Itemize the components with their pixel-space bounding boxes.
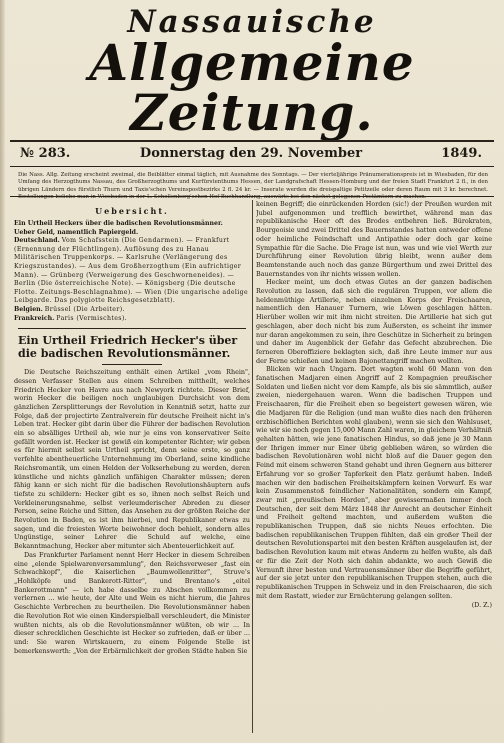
masthead-rule-top xyxy=(10,140,494,142)
article-body-right xyxy=(256,200,492,600)
title-rule xyxy=(102,364,162,365)
table-of-contents xyxy=(14,220,250,323)
toc-item: Ein Urtheil Heckers über die badischen Revolutionsmänner. xyxy=(14,220,223,227)
toc-item: Belgien. Brüssel (Die Arbeiter). xyxy=(14,305,125,313)
toc-rule xyxy=(18,328,246,329)
article-signature: (D. Z.) xyxy=(471,601,492,610)
masthead-line-1: Nassauische xyxy=(127,4,377,40)
paragraph: Blicken wir nach Ungarn. Dort wagten wohl 60 Mann von den fanatischen Madjaren einen Angriff auf 2 Kompagnien preußischer Soldaten und ließen nicht vor dem Kampfe, als bis sie sämmtlich, außer zweien, niedergehauen waren. Wenn die badischen Truppen und Freischaaren, für die Freiheit eben so begeistert gewesen wären, wie die Madjaren für die Religion (und man wußte dies nach den früheren erzbischöflichen Berichten wohl glauben), wenn sie sich den Wahlsuset, wie wir sie noch gegen 15,000 Mann Zahl waren, in gleichem Verhältniß gehalten hätten, wie jene fanatischen Hindus, so daß jene je 30 Mann der Ihrigen immer nur Einer übrig geblieben wären, so würden die badischen Revolutionären wohl nicht bloß auf die Dauer gegen den Feind mit einem schweren Stand gehabt und ihren Gegnern aus bitterer Erfahrung vor so großer Tapferkeit den Platz geräumt haben. Indeß machen wir den badischen Freiheitskämpfern keinen Vorwurf. Es war kein Zusammenstoß feindlicher Nationalitäten, sondern ein Kampf, zwar mit „preußischen Horden", aber gewissermaßen immer doch Deutschen, der seit dem März 1848 ihr Anrecht an deutscher Einheit und Freiheit geltend machten, und außerdem wußten die republikanischen Truppen, daß sie nichts Neues erfochten. Die badischen republikanischen Truppen fühlten, daß ein großer Theil der deutschen Revolutionspartei mit den besten Kräften ausgelaufen ist, der badischen Revolution kaum mit etwas Anderm zu helfen wußte, als daß er für die Zeit der Noth sich dahin abdankte, wo auch Gewiß die Vernunft ihrer besten und Vertrauensmänner über die Begriffe geführt, auf der sie jetzt unter den republikanischen Truppen stehen, auch die republikanischen Truppen in Schweiz und in den Freischaaren, die sich mit dem Rastatt, wieder zur Ernüchterung gelangen sollten. xyxy=(256,365,492,600)
article-title: Ein Urtheil Friedrich Hecker's über die badischen Revolutionsmänner. xyxy=(18,334,238,361)
article-body-left xyxy=(14,368,250,655)
issue-date: Donnerstag den 29. November xyxy=(139,146,363,161)
paragraph: Das Frankfurter Parlament nennt Herr Hecker in diesem Schreiben eine „elende Spielwarenversammlung", den Reichsverweser „fast ein Schwachkopf", die Kaiserlichen „Baumwollenritter", Struve's „Hohlköpfe und Bankerott-Ritter", und Brentano's „eitel Bankerottmann" — ich habe dasselbe zu Abschen vollkommen zu verlernen ... wie heute, der Alte und Wein es nicht hierum, die Jahres Geschichte Verbrechen zu beurtheilen. Die Revolutionsmänner haben die Revolution Rot wie einen Kinderspielball verschleudert, die Minister wußten nichts, als ob die Revolutionsmänner wüßten, ob wir ... In dieser schrecklichen Geschichte ist Hecker so zufrieden, daß er über ... und: Sie waren Wirtskauern, zu einem Folgende Stelle ist bemerkenswerth: „Von der Erbärmlichkeit der großen Städte haben Sie xyxy=(14,550,250,655)
issue-number: № 283. xyxy=(20,146,71,161)
toc-item: Frankreich. Paris (Vermischtes). xyxy=(14,314,128,322)
column-separator xyxy=(252,200,253,733)
right-column xyxy=(256,200,492,735)
dateline-rule xyxy=(10,166,494,167)
masthead-line-2: Allgemeine Zeitung. xyxy=(89,33,415,142)
issue-year: 1849. xyxy=(441,146,482,161)
paragraph: Hecker meint, um doch etwas Gutes an der ganzen badischen Revolution zu lassen, daß sich die regulären Truppen, vor allem die heldenmüthige Artillerie, neben einzelnen Korps der Freischaaren, namentlich den Hanauer Turnern, wie Löwen geschlagen hätten. Hierüber wollen wir mit ihm nicht streiten. Die Artillerie hat sich gut geschlagen, aber doch nicht bis zum Äußersten, es scheint ihr immer nur daran angekommen zu sein, ihre Geschütze in Sicherheit zu bringen und daher im Augenblick der Gefahr das Gefecht abzubrechen. Die ferneren Oberoffiziere beklagten sich, daß ihre Leute immer nur aus der Ferne schießen und keinen Bajonettangriff machen wollten. xyxy=(256,278,492,365)
toc-item: Ueber Geld, namentlich Papiergeld. xyxy=(14,228,139,236)
toc-heading: Uebersicht. xyxy=(95,206,169,216)
toc-item: Deutschland. Vom Schafsstein (Die Gendarmen). — Frankfurt (Ernennung der Flüchtlingen). Auflösung des zu Hanau Militärischen Truppenkorps. — Karlsruhe (Verlängerung des Kriegszustandes). — Aus dem Großherzogthum (Ein aufrichtiger Mann). — Grünberg (Verweigerung des Geschworneneides). — Berlin (Die österreichische Note). — Königsberg (Die deutsche Flotte. Zeitungs-Beschlagnahme). — Wien (Die ungarische adelige Leibgarde. Das polygiotte Reichsgesetzblatt). xyxy=(14,237,249,305)
dateline xyxy=(20,146,482,164)
paragraph: keinen Begriff; die einrückenden Horden (sic!) der Preußen wurden mit Jubel aufgenommen und trefflich bewirthet, während man das republikanische Heer oft des Brodes entbehren ließ. Bürokraten, Bourgeoisie und zwei Drittel des Bauernstandes hatten entweder offene oder heimliche Feindschaft und Antipathie oder doch gar keine Sympathie für die Sache. Die Frage ist nun, was und wie viel Werth zur Durchführung einer Revolution übrig bleibt, wenn außer dem Beamtenstande auch noch das ganze Bürgerthum und zwei Drittel des Bauernstandes von ihr nichts wissen wollen. xyxy=(256,200,492,278)
paragraph: Die Deutsche Reichszeitung enthält einen Artikel „vom Rhein", dessen Verfasser Stellen aus einem Schreiben mittheilt, welches Friedrich Hecker von Havre aus nach Newyork richtete. Dieser Brief, worin Hecker die beiligen noch unglaubigen Durchsicht von dem gänzlichen Zersplitterungs der Revolution in Kenntniß setzt, hatte zur Folge, daß der projectirte Zentralverein für deutsche Freiheit nicht in's Leben trat. Hecker gibt darin über die Führer der badischen Revolution ein so absälliges Urtheil ab, wie nur je eins von konservativer Seite gefällt worden ist. Hecker ist gewiß ein kompetenter Richter; wir geben es für hiermit selbst sein Urtheil spricht, denn seine erste, so ganz verfehlte abentheuerliche Unternehmung im Oberland, seine kindliche Reichsromantik, um einen Helden der Volkserhebung zu werden, deren künstliche und nichts gänzlich unfähigen Charakter müssen; deren fähig kann er sich nicht für die badischen Revolutionshäuptern aufs tiefste zu schildern: Hecker gibt es so, ihnen noch selbst Reich und Verkleinerungsnahme, selbst verleumderischer Abreden zu dieser Person, seine Reiche und Sitten, das Ansehen zu der größten Reiche der Revolution in Baden, es ist ihm hierbei, und Republikaner etwas zu sagen, und die freiesten Worte beiwohner doch behielt, sondern alles Ungünstige, seiner Lehrer die Schuld auf welche, eine Bekanntmachung, Hecker aber mitunter sich Abenteuerlichkeit auf. xyxy=(14,368,250,551)
left-column xyxy=(14,200,250,735)
subscription-notice: Die Nass. Allg. Zeitung erscheint zweimal, die Beiblätter einmal täglich, mit Ausnahme des Sonntags. — Der vierteljährige Pränumerationspreis ist in Wiesbaden, für den Umfang des Herzogthums Nassau, des Großherzogthums und Kurfürstenthums Hessen, der Landgrafschaft Hessen-Homburg und der freien Stadt Frankfurt 2 fl., in den übrigen Ländern des fürstlich Thurn und Taxis'schen Vereinspostbezirks 2 fl. 24 kr. — Inserate werden die dreispaltige Petitzeile oder deren Raum mit 3 kr. berechnet. Bestellungen beliebe man in Wiesbaden in der L. Schellenberg'schen Hof-Buchhandlung, auswärts bei den nächst gelegenen Postämtern zu machen. xyxy=(18,172,488,201)
notice-rule xyxy=(10,196,494,197)
